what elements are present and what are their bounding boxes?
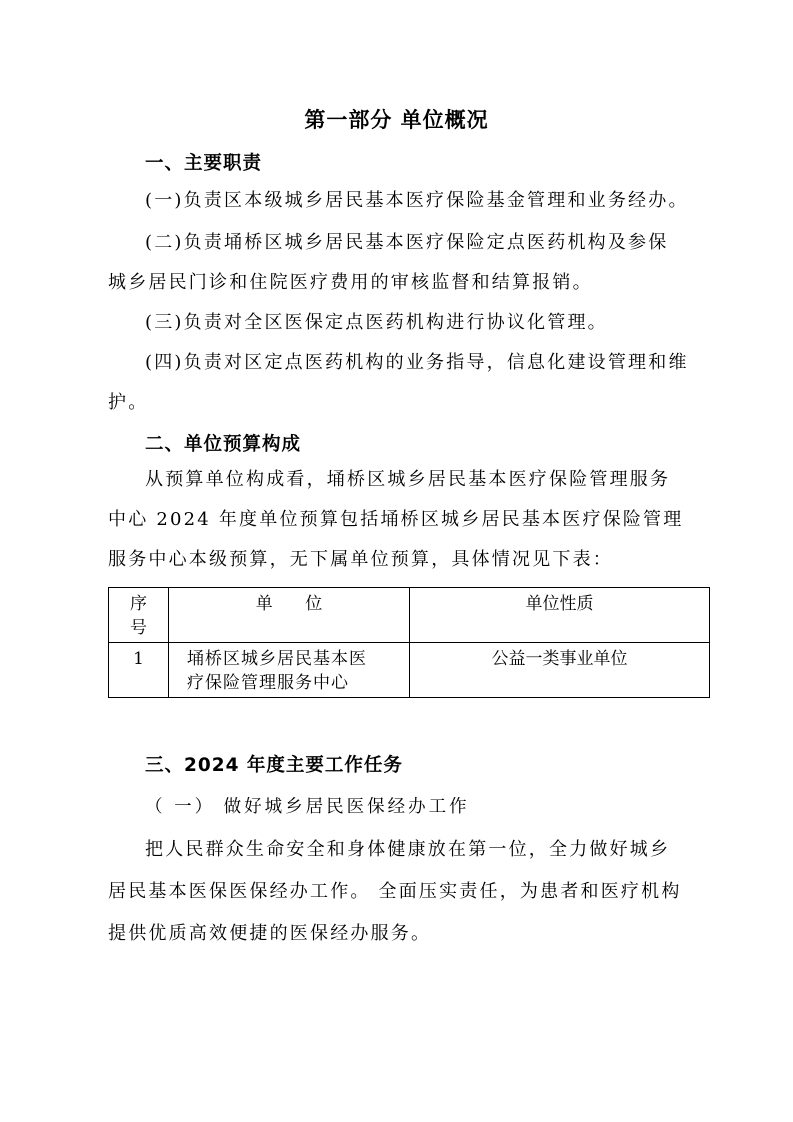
header-unit: 单 位 — [169, 588, 410, 643]
task-para-line1: 把人民群众生命安全和身体健康放在第一位，全力做好城乡 — [145, 839, 671, 860]
row-nature: 公益一类事业单位 — [410, 643, 710, 698]
budget-para-line1: 从预算单位构成看，埇桥区城乡居民基本医疗保险管理服务 — [145, 469, 671, 490]
duty-item-4-line1: (四)负责对区定点医药机构的业务指导，信息化建设管理和维 — [145, 352, 689, 373]
header-no-line2: 号 — [130, 618, 147, 638]
section-heading-tasks: 三、2024 年度主要工作任务 — [145, 755, 403, 776]
duty-item-3: (三)负责对全区医保定点医药机构进行协议化管理。 — [145, 312, 608, 333]
budget-para-line2: 中心 2024 年度单位预算包括埇桥区城乡居民基本医疗保险管理 — [108, 509, 684, 530]
page-title: 第一部分 单位概况 — [304, 108, 489, 132]
unit-table — [108, 587, 710, 698]
row-no: 1 — [109, 643, 169, 698]
header-nature: 单位性质 — [410, 588, 710, 643]
task-para-line3: 提供优质高效便捷的医保经办服务。 — [108, 923, 432, 944]
table-header-row — [109, 588, 710, 643]
row-unit — [169, 643, 410, 698]
header-no — [109, 588, 169, 643]
task-para-line2: 居民基本医保医保经办工作。 全面压实责任，为患者和医疗机构 — [108, 881, 682, 902]
header-no-line1: 序 — [130, 594, 147, 614]
row-unit-line1: 埇桥区城乡居民基本医 — [187, 649, 367, 669]
row-unit-line2: 疗保险管理服务中心 — [187, 673, 349, 693]
task-subheading: （ 一） 做好城乡居民医保经办工作 — [145, 797, 470, 817]
section-heading-budget: 二、单位预算构成 — [145, 434, 302, 455]
table-row — [109, 643, 710, 698]
duty-item-4-line2: 护。 — [108, 392, 149, 413]
duty-item-2-line2: 城乡居民门诊和住院医疗费用的审核监督和结算报销。 — [108, 272, 593, 293]
section-heading-duties: 一、主要职责 — [145, 153, 263, 174]
budget-para-line3: 服务中心本级预算，无下属单位预算，具体情况见下表： — [108, 549, 613, 570]
duty-item-1: (一)负责区本级城乡居民基本医疗保险基金管理和业务经办。 — [145, 190, 689, 211]
duty-item-2-line1: (二)负责埇桥区城乡居民基本医疗保险定点医药机构及参保 — [145, 232, 669, 253]
